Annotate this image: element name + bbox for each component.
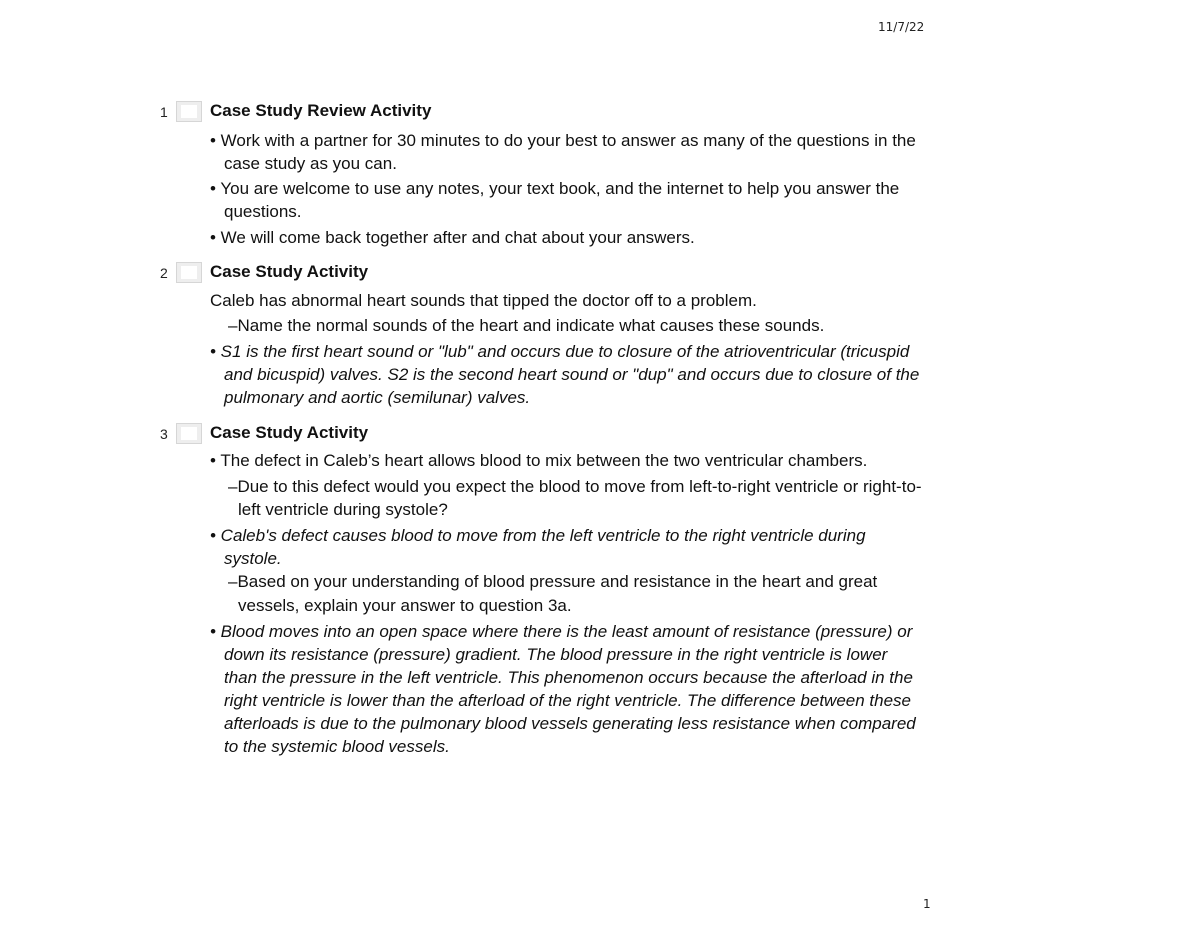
answer-line: systole. xyxy=(224,549,282,568)
page-date: 11/7/22 xyxy=(878,20,925,34)
slide-number: 1 xyxy=(160,104,168,120)
bullet-line: • The defect in Caleb’s heart allows blood to mix between the two ventricular chambers. xyxy=(210,451,868,470)
answer-line: afterloads is due to the pulmonary blood vessels generating less resistance when compared xyxy=(224,714,916,733)
slide-title: Case Study Review Activity xyxy=(210,101,432,120)
answer-line: right ventricle is lower than the afterload of the right ventricle. The difference between these xyxy=(224,691,911,710)
answer-line: • Caleb's defect causes blood to move from the left ventricle to the right ventricle during xyxy=(210,526,866,545)
answer-line: • S1 is the first heart sound or "lub" and occurs due to closure of the atrioventricular (tricuspid xyxy=(210,342,910,361)
bullet-line: • Work with a partner for 30 minutes to do your best to answer as many of the questions in the xyxy=(210,131,916,150)
slide-title: Case Study Activity xyxy=(210,423,369,442)
bullet-line: • We will come back together after and chat about your answers. xyxy=(210,228,695,247)
sub-item-line: vessels, explain your answer to question 3a. xyxy=(238,596,572,615)
slide-thumbnail-icon xyxy=(176,262,202,283)
answer-line: pulmonary and aortic (semilunar) valves. xyxy=(224,388,531,407)
sub-item-line: –Name the normal sounds of the heart and indicate what causes these sounds. xyxy=(228,316,825,335)
slide-thumbnail-icon xyxy=(176,423,202,444)
slide-number: 2 xyxy=(160,265,168,281)
sub-item-line: –Based on your understanding of blood pressure and resistance in the heart and great xyxy=(228,572,878,591)
slide-thumbnail-icon xyxy=(176,101,202,122)
text-line: Caleb has abnormal heart sounds that tipped the doctor off to a problem. xyxy=(210,291,757,310)
page-number: 1 xyxy=(923,897,931,911)
sub-item-line: –Due to this defect would you expect the blood to move from left-to-right ventricle or right-to- xyxy=(228,477,922,496)
answer-line: down its resistance (pressure) gradient. The blood pressure in the right ventricle is lower xyxy=(224,645,888,664)
answer-line: to the systemic blood vessels. xyxy=(224,737,450,756)
slide-title: Case Study Activity xyxy=(210,262,369,281)
answer-line: than the pressure in the left ventricle. This phenomenon occurs because the afterload in the xyxy=(224,668,913,687)
answer-line: • Blood moves into an open space where there is the least amount of resistance (pressure) or xyxy=(210,622,913,641)
slide-number: 3 xyxy=(160,426,168,442)
bullet-line: case study as you can. xyxy=(224,154,397,173)
answer-line: and bicuspid) valves. S2 is the second heart sound or "dup" and occurs due to closure of the xyxy=(224,365,920,384)
bullet-line: questions. xyxy=(224,202,302,221)
bullet-line: • You are welcome to use any notes, your text book, and the internet to help you answer the xyxy=(210,179,900,198)
sub-item-line: left ventricle during systole? xyxy=(238,500,448,519)
